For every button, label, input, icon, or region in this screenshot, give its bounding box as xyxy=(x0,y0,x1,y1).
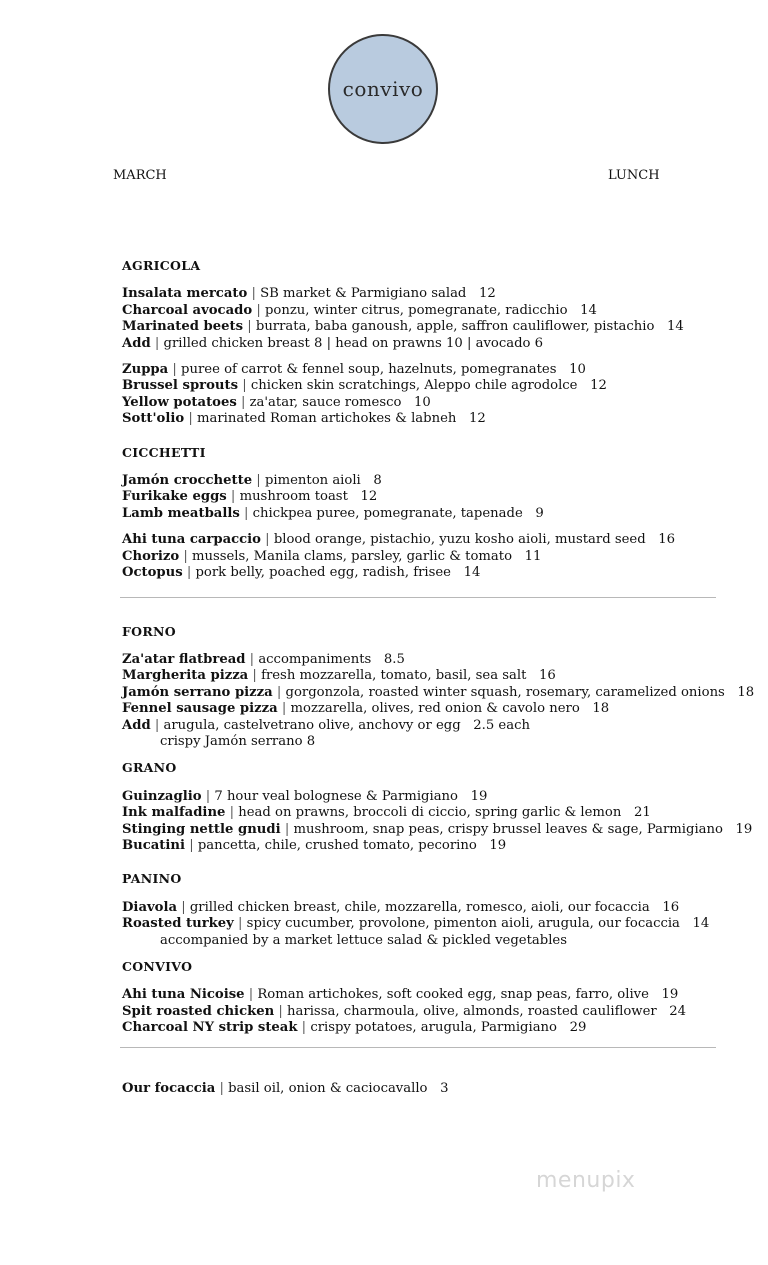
menu-item: Ink malfadine | head on prawns, broccoli di ciccio, spring garlic & lemon 21 xyxy=(122,805,651,821)
item-description: mushroom, snap peas, crispy brussel leaves & sage, Parmigiano xyxy=(293,821,723,837)
item-name: Lamb meatballs xyxy=(122,505,240,521)
item-price: 16 xyxy=(658,532,676,548)
menu-item: Yellow potatoes | za'atar, sauce romesco 10 xyxy=(122,394,431,410)
logo-text: convivo xyxy=(342,77,424,101)
item-name: Brussel sprouts xyxy=(122,378,239,394)
menu-item: Fennel sausage pizza | mozzarella, olives, red onion & cavolo nero 18 xyxy=(122,701,610,717)
panino-items xyxy=(122,900,722,933)
item-description: mushroom toast xyxy=(239,489,348,505)
item-price: 3 xyxy=(440,1080,449,1096)
menu-item: Charcoal avocado | ponzu, winter citrus, pomegranate, radicchio 14 xyxy=(122,302,597,318)
item-price: 19 xyxy=(489,837,507,853)
item-price: 8 xyxy=(373,473,382,489)
section-title-grano: GRANO xyxy=(122,760,177,776)
menu-item: Diavola | grilled chicken breast, chile, mozzarella, romesco, aioli, our focaccia 16 xyxy=(122,899,680,915)
menu-item: Our focaccia | basil oil, onion & caciocavallo 3 xyxy=(122,1080,449,1096)
item-name: Guinzaglio xyxy=(122,788,202,804)
item-name: Sott'olio xyxy=(122,411,185,427)
menu-item: Insalata mercato | SB market & Parmigiano salad 12 xyxy=(122,286,496,302)
item-name: Fennel sausage pizza xyxy=(122,701,278,717)
item-price: 12 xyxy=(360,489,378,505)
item-name: Yellow potatoes xyxy=(122,394,237,410)
item-name: Stinging nettle gnudi xyxy=(122,821,281,837)
item-name: Jamón serrano pizza xyxy=(122,684,273,700)
item-name: Add xyxy=(122,717,151,733)
menu-item: Charcoal NY strip steak | crispy potatoes, arugula, Parmigiano 29 xyxy=(122,1020,587,1036)
item-description: head on prawns, broccoli di ciccio, spring garlic & lemon xyxy=(238,805,622,821)
item-name: Bucatini xyxy=(122,837,186,853)
watermark: menupix xyxy=(536,1168,636,1193)
menu-item: Za'atar flatbread | accompaniments 8.5 xyxy=(122,651,405,667)
item-name: Spit roasted chicken xyxy=(122,1003,275,1019)
section-divider xyxy=(120,1047,716,1048)
item-description: spicy cucumber, provolone, pimenton aioli, arugula, our focaccia xyxy=(246,916,680,932)
bread-items xyxy=(122,1081,722,1097)
menu-item: Jamón serrano pizza | gorgonzola, roasted winter squash, rosemary, caramelized onions 18 xyxy=(122,684,755,700)
item-price: 19 xyxy=(735,821,753,837)
item-price: 14 xyxy=(692,916,710,932)
item-price: 10 xyxy=(569,362,586,378)
item-name: Zuppa xyxy=(122,362,169,378)
item-price: 12 xyxy=(590,378,607,394)
item-description: arugula, castelvetrano olive, anchovy or egg xyxy=(163,717,461,733)
item-description: fresh mozzarella, tomato, basil, sea salt xyxy=(261,668,527,684)
item-price: 24 xyxy=(669,1003,687,1019)
menu-item: Brussel sprouts | chicken skin scratchings, Aleppo chile agrodolce 12 xyxy=(122,378,607,394)
menu-item: Roasted turkey | spicy cucumber, provolone, pimenton aioli, arugula, our focaccia 14 xyxy=(122,916,710,932)
item-price: 18 xyxy=(592,701,610,717)
menu-item: Bucatini | pancetta, chile, crushed tomato, pecorino 19 xyxy=(122,837,507,853)
item-description: za'atar, sauce romesco xyxy=(249,394,402,410)
menu-item: Chorizo | mussels, Manila clams, parsley, garlic & tomato 11 xyxy=(122,548,542,564)
menu-item: Marinated beets | burrata, baba ganoush, apple, saffron cauliflower, pistachio 14 xyxy=(122,319,684,335)
item-price: 11 xyxy=(524,548,542,564)
grano-items xyxy=(122,788,753,855)
item-price: 19 xyxy=(661,987,679,1003)
item-description: chickpea puree, pomegranate, tapenade xyxy=(252,505,523,521)
item-description: pancetta, chile, crushed tomato, pecorino xyxy=(197,837,477,853)
cicchetti-group-2 xyxy=(122,532,722,581)
item-price: 14 xyxy=(580,302,597,318)
menu-item: Lamb meatballs | chickpea puree, pomegranate, tapenade 9 xyxy=(122,505,544,521)
item-name: Add xyxy=(122,335,151,351)
item-description: puree of carrot & fennel soup, hazelnuts, pomegranates xyxy=(181,362,557,378)
item-description: ponzu, winter citrus, pomegranate, radicchio xyxy=(264,302,568,318)
item-price: 9 xyxy=(535,505,544,521)
item-description: grilled chicken breast 8 | head on prawns 10 | avocado 6 xyxy=(163,335,544,351)
item-description: marinated Roman artichokes & labneh xyxy=(196,411,457,427)
forno-items xyxy=(122,651,755,734)
item-name: Charcoal NY strip steak xyxy=(122,1020,298,1036)
item-price: 18 xyxy=(737,684,755,700)
menu-item: Add | arugula, castelvetrano olive, anchovy or egg 2.5 each xyxy=(122,717,530,733)
menu-item: Zuppa | puree of carrot & fennel soup, hazelnuts, pomegranates 10 xyxy=(122,362,586,378)
item-name: Our focaccia xyxy=(122,1080,216,1096)
menu-item: Octopus | pork belly, poached egg, radish, frisee 14 xyxy=(122,565,481,581)
item-name: Furikake eggs xyxy=(122,489,227,505)
item-description: chicken skin scratchings, Aleppo chile agrodolce xyxy=(250,378,578,394)
item-price: 14 xyxy=(463,565,481,581)
item-price: 16 xyxy=(662,899,680,915)
panino-note: accompanied by a market lettuce salad & pickled vegetables xyxy=(160,932,567,948)
item-name: Marinated beets xyxy=(122,319,244,335)
agricola-group-1 xyxy=(122,286,722,352)
convivo-logo xyxy=(328,34,438,144)
section-title-forno: FORNO xyxy=(122,623,176,639)
menu-item: Furikake eggs | mushroom toast 12 xyxy=(122,489,378,505)
item-name: Jamón crocchette xyxy=(122,473,253,489)
item-description: basil oil, onion & caciocavallo xyxy=(228,1080,428,1096)
menu-item: Sott'olio | marinated Roman artichokes & labneh 12 xyxy=(122,411,486,427)
item-name: Chorizo xyxy=(122,548,180,564)
item-description: harissa, charmoula, olive, almonds, roasted cauliflower xyxy=(287,1003,657,1019)
menu-item: Jamón crocchette | pimenton aioli 8 xyxy=(122,473,382,489)
item-name: Roasted turkey xyxy=(122,916,234,932)
menu-item: Spit roasted chicken | harissa, charmoula, olive, almonds, roasted cauliflower 24 xyxy=(122,1003,687,1019)
item-description: 7 hour veal bolognese & Parmigiano xyxy=(214,788,458,804)
item-name: Za'atar flatbread xyxy=(122,651,246,667)
item-name: Ahi tuna Nicoise xyxy=(122,987,245,1003)
item-price: 19 xyxy=(470,788,488,804)
menu-item: Ahi tuna Nicoise | Roman artichokes, soft cooked egg, snap peas, farro, olive 19 xyxy=(122,987,679,1003)
section-divider xyxy=(120,597,716,598)
item-name: Ahi tuna carpaccio xyxy=(122,532,261,548)
item-description: blood orange, pistachio, yuzu kosho aioli, mustard seed xyxy=(273,532,646,548)
item-price: 8.5 xyxy=(383,651,405,667)
item-price: 29 xyxy=(569,1020,587,1036)
convivo-items xyxy=(122,987,722,1036)
item-description: pork belly, poached egg, radish, frisee xyxy=(195,565,451,581)
item-description: grilled chicken breast, chile, mozzarella, romesco, aioli, our focaccia xyxy=(189,899,650,915)
agricola-group-2 xyxy=(122,362,722,428)
item-name: Ink malfadine xyxy=(122,805,226,821)
menu-meal: LUNCH xyxy=(608,168,660,183)
item-name: Charcoal avocado xyxy=(122,302,253,318)
forno-addon: crispy Jamón serrano 8 xyxy=(160,733,316,749)
item-price: 12 xyxy=(478,286,496,302)
item-price: 12 xyxy=(468,411,486,427)
menu-item: Guinzaglio | 7 hour veal bolognese & Parmigiano 19 xyxy=(122,788,488,804)
menu-item: Stinging nettle gnudi | mushroom, snap peas, crispy brussel leaves & sage, Parmigiano 19 xyxy=(122,821,753,837)
menu-item: Add | grilled chicken breast 8 | head on prawns 10 | avocado 6 xyxy=(122,335,544,351)
item-description: SB market & Parmigiano salad xyxy=(260,286,467,302)
menu-month: MARCH xyxy=(113,168,167,183)
cicchetti-group-1 xyxy=(122,473,722,522)
item-description: gorgonzola, roasted winter squash, rosemary, caramelized onions xyxy=(285,684,725,700)
item-price: 21 xyxy=(633,805,651,821)
section-title-convivo: CONVIVO xyxy=(122,959,193,974)
item-price: 14 xyxy=(667,319,684,335)
item-description: crispy potatoes, arugula, Parmigiano xyxy=(310,1020,557,1036)
item-name: Insalata mercato xyxy=(122,286,248,302)
item-name: Margherita pizza xyxy=(122,668,249,684)
item-description: Roman artichokes, soft cooked egg, snap peas, farro, olive xyxy=(257,987,649,1003)
item-description: mozzarella, olives, red onion & cavolo nero xyxy=(290,701,580,717)
section-title-agricola: AGRICOLA xyxy=(122,258,201,273)
item-price: 2.5 each xyxy=(473,717,530,733)
menu-item: Margherita pizza | fresh mozzarella, tomato, basil, sea salt 16 xyxy=(122,668,556,684)
item-price: 16 xyxy=(538,668,556,684)
item-name: Diavola xyxy=(122,899,178,915)
item-price: 10 xyxy=(414,394,431,410)
item-description: accompaniments xyxy=(258,651,372,667)
menu-body xyxy=(122,258,755,1097)
item-name: Octopus xyxy=(122,565,183,581)
item-description: pimenton aioli xyxy=(264,473,361,489)
menu-item: Ahi tuna carpaccio | blood orange, pistachio, yuzu kosho aioli, mustard seed 16 xyxy=(122,532,676,548)
section-title-cicchetti: CICCHETTI xyxy=(122,444,206,460)
item-description: burrata, baba ganoush, apple, saffron cauliflower, pistachio xyxy=(255,319,655,335)
item-description: mussels, Manila clams, parsley, garlic & tomato xyxy=(191,548,513,564)
section-title-panino: PANINO xyxy=(122,871,182,887)
